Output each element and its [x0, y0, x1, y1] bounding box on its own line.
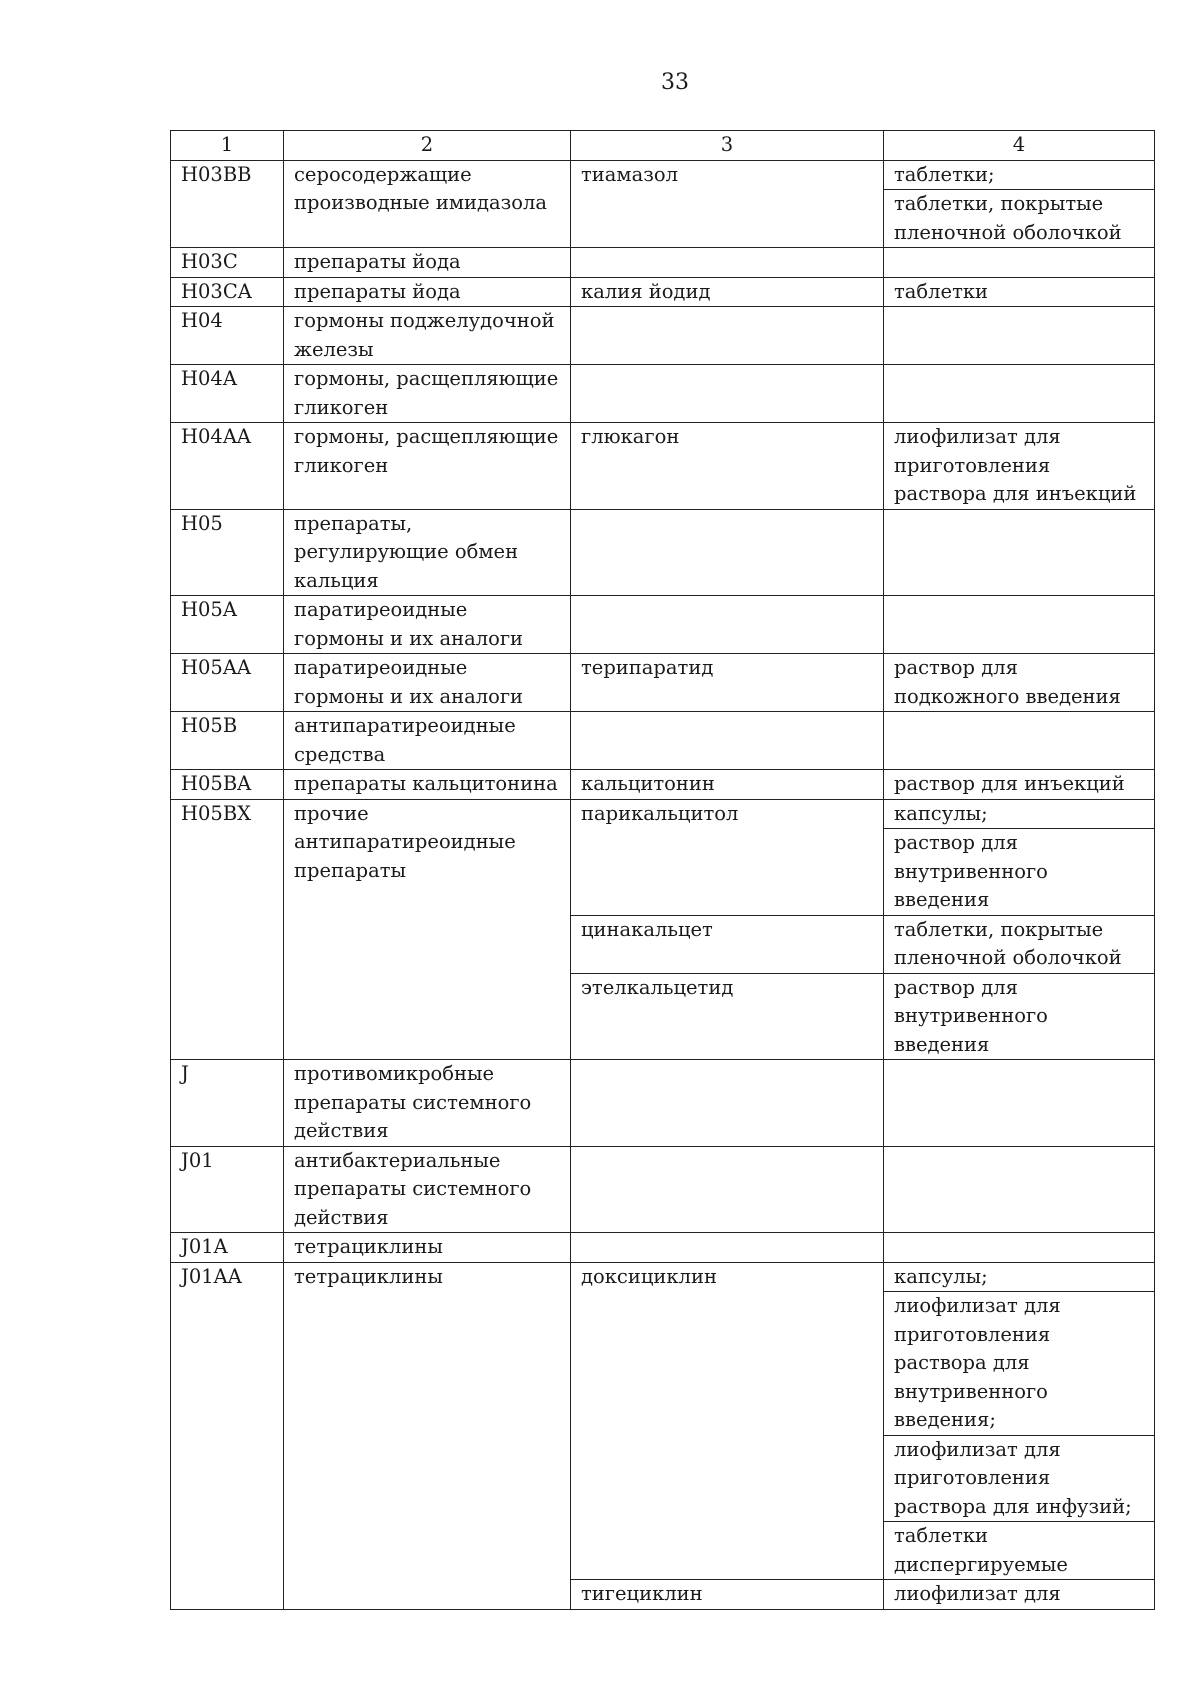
table-row: [171, 423, 1155, 510]
dosage-forms-list: [884, 278, 1154, 307]
dosage-forms-list: [884, 1263, 1154, 1580]
atc-code-cell: H04AA: [171, 423, 284, 510]
dosage-forms-cell: [884, 596, 1155, 654]
group-name-cell: гормоны, расщепляющие гликоген: [284, 423, 571, 510]
dosage-forms-list: [884, 161, 1154, 248]
dosage-forms-cell: [884, 799, 1155, 915]
dosage-form: таблетки;: [884, 161, 1154, 191]
drug-name-cell: [571, 712, 884, 770]
group-name-cell: паратиреоидные гормоны и их аналоги: [284, 654, 571, 712]
dosage-forms-cell: [884, 1146, 1155, 1233]
drug-name-cell: [571, 1146, 884, 1233]
atc-code-cell: H05: [171, 509, 284, 596]
dosage-form: лиофилизат для приготовления раствора для внутривенного введения;: [884, 1292, 1154, 1436]
dosage-forms-cell: [884, 423, 1155, 510]
dosage-forms-list: [884, 974, 1154, 1060]
dosage-forms-list: [884, 423, 1154, 509]
dosage-forms-cell: [884, 915, 1155, 973]
dosage-forms-cell: [884, 160, 1155, 248]
atc-code-cell: H04: [171, 307, 284, 365]
atc-code-cell: H03C: [171, 248, 284, 278]
dosage-forms-cell: [884, 365, 1155, 423]
drug-name-cell: калия йодид: [571, 277, 884, 307]
drug-name-cell: тигециклин: [571, 1580, 884, 1610]
atc-code-cell: J: [171, 1060, 284, 1147]
atc-code-cell: H05BA: [171, 770, 284, 800]
drug-name-cell: доксициклин: [571, 1262, 884, 1580]
drug-name-cell: цинакальцет: [571, 915, 884, 973]
table-row: [171, 277, 1155, 307]
atc-code-cell: J01AA: [171, 1262, 284, 1609]
dosage-forms-cell: [884, 1262, 1155, 1580]
medication-table: [170, 130, 1155, 1610]
group-name-cell: гормоны поджелудочной железы: [284, 307, 571, 365]
atc-code-cell: J01: [171, 1146, 284, 1233]
drug-name-cell: [571, 596, 884, 654]
table-row: [171, 248, 1155, 278]
column-header-3: 3: [571, 131, 884, 161]
dosage-form: раствор для внутривенного введения: [894, 975, 1048, 1056]
table-row: [171, 509, 1155, 596]
dosage-forms-list: [884, 1580, 1154, 1609]
dosage-form: таблетки: [894, 279, 989, 303]
drug-name-cell: [571, 307, 884, 365]
atc-code-cell: J01A: [171, 1233, 284, 1263]
group-name-cell: антибактериальные препараты системного действия: [284, 1146, 571, 1233]
group-name-cell: антипаратиреоидные средства: [284, 712, 571, 770]
group-name-cell: паратиреоидные гормоны и их аналоги: [284, 596, 571, 654]
drug-name-cell: терипаратид: [571, 654, 884, 712]
group-name-cell: тетрациклины: [284, 1262, 571, 1609]
drug-name-cell: парикальцитол: [571, 799, 884, 915]
table-row: [171, 654, 1155, 712]
drug-name-cell: [571, 1060, 884, 1147]
drug-name-cell: [571, 1233, 884, 1263]
header-row: [171, 131, 1155, 161]
group-name-cell: противомикробные препараты системного действия: [284, 1060, 571, 1147]
dosage-forms-cell: [884, 307, 1155, 365]
dosage-form: раствор для подкожного введения: [894, 656, 1121, 708]
table-row: [171, 307, 1155, 365]
column-header-2: 2: [284, 131, 571, 161]
dosage-forms-cell: [884, 1580, 1155, 1610]
table-row: [171, 1262, 1155, 1580]
atc-code-cell: H05B: [171, 712, 284, 770]
atc-code-cell: H03BB: [171, 160, 284, 248]
group-name-cell: препараты йода: [284, 277, 571, 307]
drug-name-cell: [571, 248, 884, 278]
column-header-4: 4: [884, 131, 1155, 161]
group-name-cell: препараты йода: [284, 248, 571, 278]
group-name-cell: препараты, регулирующие обмен кальция: [284, 509, 571, 596]
dosage-forms-cell: [884, 248, 1155, 278]
table-row: [171, 160, 1155, 248]
drug-name-cell: тиамазол: [571, 160, 884, 248]
dosage-form: капсулы;: [884, 800, 1154, 830]
atc-code-cell: H03CA: [171, 277, 284, 307]
atc-code-cell: H05A: [171, 596, 284, 654]
table-row: [171, 770, 1155, 800]
table-row: [171, 365, 1155, 423]
dosage-form: капсулы;: [884, 1263, 1154, 1293]
column-header-1: 1: [171, 131, 284, 161]
dosage-forms-list: [884, 770, 1154, 799]
dosage-form: таблетки диспергируемые: [894, 1524, 1068, 1576]
table-row: [171, 1060, 1155, 1147]
group-name-cell: прочие антипаратиреоидные препараты: [284, 799, 571, 1060]
dosage-forms-cell: [884, 654, 1155, 712]
dosage-form: таблетки, покрытые пленочной оболочкой: [894, 192, 1122, 244]
group-name-cell: препараты кальцитонина: [284, 770, 571, 800]
group-name-cell: гормоны, расщепляющие гликоген: [284, 365, 571, 423]
dosage-form: таблетки, покрытые пленочной оболочкой: [894, 917, 1122, 969]
page-number: 33: [661, 70, 689, 95]
table-row: [171, 799, 1155, 915]
drug-name-cell: этелкальцетид: [571, 973, 884, 1060]
dosage-forms-cell: [884, 712, 1155, 770]
drug-name-cell: [571, 365, 884, 423]
table-body: [171, 160, 1155, 1609]
group-name-cell: серосодержащие производные имидазола: [284, 160, 571, 248]
group-name-cell: тетрациклины: [284, 1233, 571, 1263]
dosage-form: лиофилизат для приготовления раствора для инфузий;: [884, 1436, 1154, 1523]
table-row: [171, 1233, 1155, 1263]
dosage-forms-cell: [884, 973, 1155, 1060]
dosage-form: лиофилизат для приготовления раствора для инъекций: [894, 425, 1137, 505]
table-row: [171, 712, 1155, 770]
drug-name-cell: глюкагон: [571, 423, 884, 510]
dosage-forms-list: [884, 654, 1154, 711]
atc-code-cell: H04A: [171, 365, 284, 423]
table-row: [171, 596, 1155, 654]
dosage-forms-cell: [884, 277, 1155, 307]
dosage-form: лиофилизат для: [894, 1582, 1061, 1605]
drug-name-cell: [571, 509, 884, 596]
dosage-form: раствор для внутривенного введения: [894, 831, 1048, 911]
table-row: [171, 1146, 1155, 1233]
dosage-forms-cell: [884, 1233, 1155, 1263]
dosage-forms-cell: [884, 1060, 1155, 1147]
drug-name-cell: кальцитонин: [571, 770, 884, 800]
atc-code-cell: H05AA: [171, 654, 284, 712]
dosage-forms-list: [884, 916, 1154, 973]
dosage-form: раствор для инъекций: [894, 772, 1125, 795]
dosage-forms-list: [884, 800, 1154, 915]
atc-code-cell: H05BX: [171, 799, 284, 1060]
dosage-forms-cell: [884, 509, 1155, 596]
dosage-forms-cell: [884, 770, 1155, 800]
